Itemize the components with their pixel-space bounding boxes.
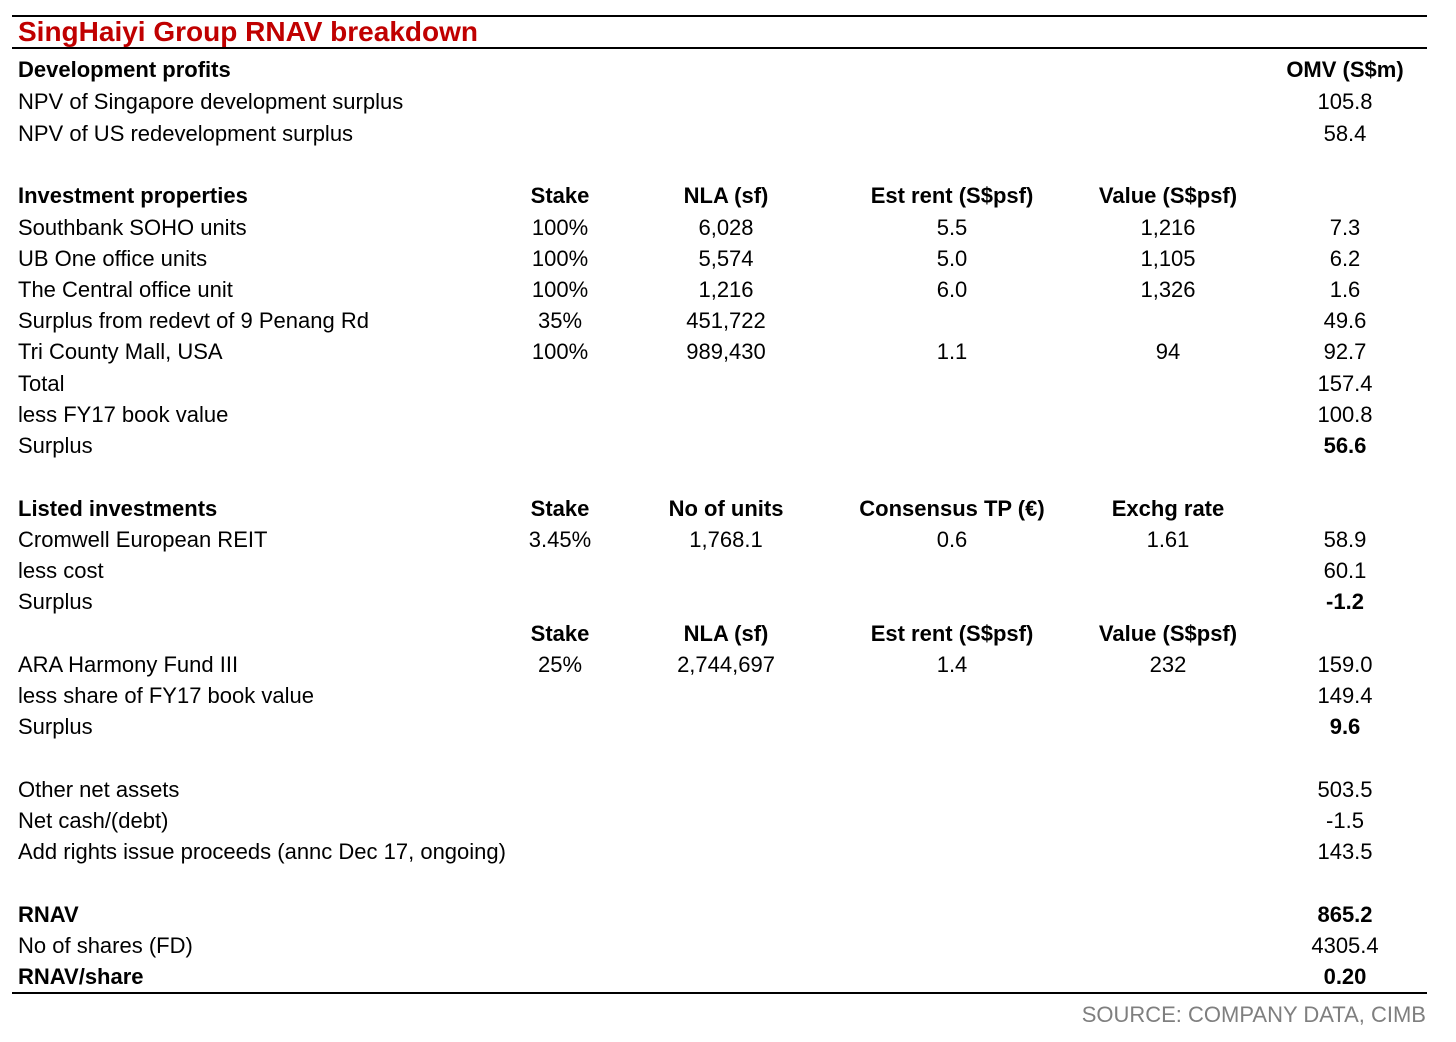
col-3: 6.0 xyxy=(936,277,968,302)
omv-value: -1.2 xyxy=(1326,589,1364,614)
col-1: 100% xyxy=(531,215,589,240)
row-label: Surplus xyxy=(18,589,93,614)
table-row xyxy=(0,430,1456,462)
col-1: 100% xyxy=(531,246,589,271)
omv-value: OMV (S$m) xyxy=(1286,57,1404,82)
table-row xyxy=(0,805,1456,837)
table-row xyxy=(0,336,1456,368)
table-row xyxy=(0,961,1456,993)
table-row xyxy=(0,774,1456,806)
row-label: ARA Harmony Fund III xyxy=(18,652,239,677)
col-4: 94 xyxy=(1155,339,1181,364)
row-label: less share of FY17 book value xyxy=(18,683,314,708)
col-2: NLA (sf) xyxy=(683,183,769,208)
source-note: SOURCE: COMPANY DATA, CIMB xyxy=(1081,1002,1426,1027)
omv-value: 105.8 xyxy=(1317,89,1373,114)
title-rule xyxy=(12,47,1427,49)
omv-value: 143.5 xyxy=(1317,839,1373,864)
omv-value: 149.4 xyxy=(1317,683,1373,708)
col-2: 451,722 xyxy=(686,308,766,333)
col-1: Stake xyxy=(530,621,590,646)
omv-value: 100.8 xyxy=(1317,402,1373,427)
col-4: Value (S$psf) xyxy=(1098,183,1238,208)
table-row xyxy=(0,555,1456,587)
omv-value: -1.5 xyxy=(1326,808,1364,833)
row-label: less cost xyxy=(18,558,104,583)
col-3: 0.6 xyxy=(936,527,968,552)
col-1: 3.45% xyxy=(528,527,592,552)
table-row xyxy=(0,305,1456,337)
row-label: Surplus xyxy=(18,433,93,458)
col-3: Est rent (S$psf) xyxy=(870,183,1034,208)
table-row xyxy=(0,274,1456,306)
omv-value: 7.3 xyxy=(1329,215,1361,240)
row-label: Investment properties xyxy=(18,183,248,208)
row-label: Development profits xyxy=(18,57,231,82)
table-row xyxy=(0,899,1456,931)
col-4: 232 xyxy=(1149,652,1187,677)
omv-value: 865.2 xyxy=(1317,902,1373,927)
col-1: 100% xyxy=(531,277,589,302)
col-4: 1,216 xyxy=(1140,215,1196,240)
table-row xyxy=(0,54,1456,86)
col-1: Stake xyxy=(530,183,590,208)
omv-value: 503.5 xyxy=(1317,777,1373,802)
omv-value: 0.20 xyxy=(1323,964,1367,989)
col-2: 2,744,697 xyxy=(677,652,775,677)
row-label: UB One office units xyxy=(18,246,208,271)
row-label: less FY17 book value xyxy=(18,402,229,427)
row-label: Surplus from redevt of 9 Penang Rd xyxy=(18,308,369,333)
table-row xyxy=(0,680,1456,712)
col-2: 1,768.1 xyxy=(689,527,763,552)
omv-value: 58.4 xyxy=(1323,121,1367,146)
table-row xyxy=(0,493,1456,525)
table-row xyxy=(0,649,1456,681)
table-row xyxy=(0,212,1456,244)
col-2: 989,430 xyxy=(686,339,766,364)
row-label: Add rights issue proceeds (annc Dec 17, ongoing) xyxy=(18,839,506,864)
col-3: 5.0 xyxy=(936,246,968,271)
omv-value: 4305.4 xyxy=(1311,933,1379,958)
row-label: NPV of Singapore development surplus xyxy=(18,89,404,114)
col-1: 35% xyxy=(537,308,583,333)
omv-value: 9.6 xyxy=(1329,714,1361,739)
row-label: The Central office unit xyxy=(18,277,233,302)
omv-value: 159.0 xyxy=(1317,652,1373,677)
col-2: NLA (sf) xyxy=(683,621,769,646)
row-label: Listed investments xyxy=(18,496,218,521)
row-label: Total xyxy=(18,371,65,396)
omv-value: 92.7 xyxy=(1323,339,1367,364)
row-label: No of shares (FD) xyxy=(18,933,193,958)
omv-value: 60.1 xyxy=(1323,558,1367,583)
omv-value: 1.6 xyxy=(1329,277,1361,302)
col-3: 1.1 xyxy=(936,339,968,364)
table-row xyxy=(0,618,1456,650)
col-2: 1,216 xyxy=(698,277,754,302)
col-4: Exchg rate xyxy=(1111,496,1225,521)
row-label: Surplus xyxy=(18,714,93,739)
col-1: 25% xyxy=(537,652,583,677)
omv-value: 56.6 xyxy=(1323,433,1367,458)
bottom-rule xyxy=(12,992,1427,994)
row-label: Cromwell European REIT xyxy=(18,527,268,552)
table-row xyxy=(0,86,1456,118)
table-row xyxy=(0,836,1456,868)
col-4: 1,326 xyxy=(1140,277,1196,302)
row-label: Tri County Mall, USA xyxy=(18,339,223,364)
col-1: 100% xyxy=(531,339,589,364)
col-3: 5.5 xyxy=(936,215,968,240)
row-label: RNAV xyxy=(18,902,79,927)
row-label: RNAV/share xyxy=(18,964,144,989)
table-row xyxy=(0,524,1456,556)
table-row xyxy=(0,399,1456,431)
row-label: Net cash/(debt) xyxy=(18,808,169,833)
col-4: Value (S$psf) xyxy=(1098,621,1238,646)
table-row xyxy=(0,711,1456,743)
col-2: 6,028 xyxy=(698,215,754,240)
table-row xyxy=(0,586,1456,618)
omv-value: 157.4 xyxy=(1317,371,1373,396)
table-row xyxy=(0,243,1456,275)
col-1: Stake xyxy=(530,496,590,521)
omv-value: 58.9 xyxy=(1323,527,1367,552)
col-4: 1.61 xyxy=(1146,527,1190,552)
table-row xyxy=(0,368,1456,400)
row-label: Other net assets xyxy=(18,777,180,802)
col-3: Consensus TP (€) xyxy=(859,496,1045,521)
table-title: SingHaiyi Group RNAV breakdown xyxy=(18,16,478,47)
omv-value: 49.6 xyxy=(1323,308,1367,333)
col-2: No of units xyxy=(668,496,784,521)
table-row xyxy=(0,180,1456,212)
col-3: 1.4 xyxy=(936,652,968,677)
col-4: 1,105 xyxy=(1140,246,1196,271)
col-3: Est rent (S$psf) xyxy=(870,621,1034,646)
table-row xyxy=(0,930,1456,962)
row-label: Southbank SOHO units xyxy=(18,215,247,240)
table-row xyxy=(0,118,1456,150)
col-2: 5,574 xyxy=(698,246,754,271)
row-label: NPV of US redevelopment surplus xyxy=(18,121,354,146)
omv-value: 6.2 xyxy=(1329,246,1361,271)
